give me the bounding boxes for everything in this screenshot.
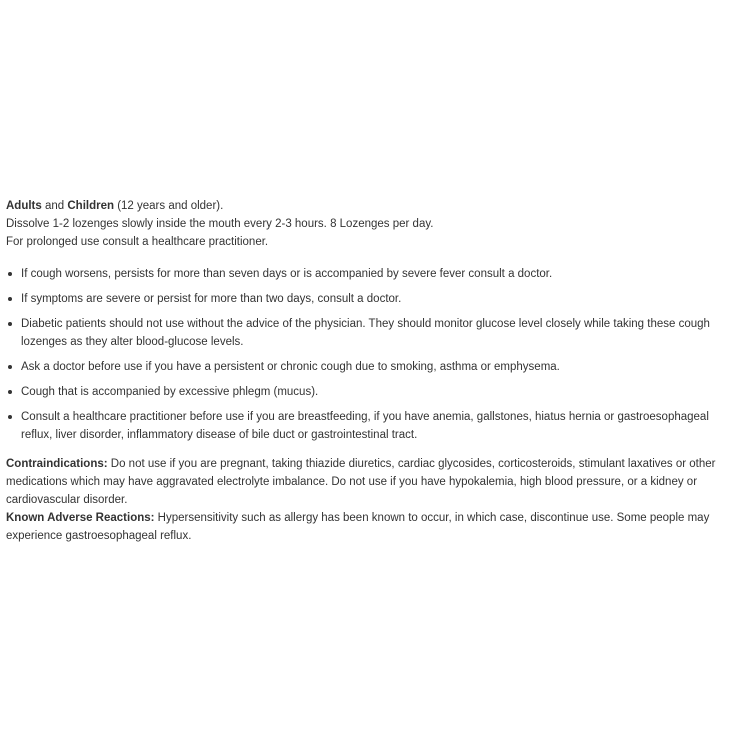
warning-text: If cough worsens, persists for more than seven days or is accompanied by severe fever consult a doctor. [21, 268, 553, 280]
warning-text: Consult a healthcare practitioner before use if you are breastfeeding, if you have anemia, gallstones, hiatus hernia or gastroesophageal reflux, liver disorder, inflammatory disease of bile duct or gastrointestinal tract. [21, 411, 709, 441]
prolonged-use-note: For prolonged use consult a healthcare practitioner. [6, 236, 269, 248]
list-item [6, 315, 742, 351]
dosage-instructions: Dissolve 1-2 lozenges slowly inside the mouth every 2-3 hours. 8 Lozenges per day. [6, 218, 434, 230]
contraindications-text: Do not use if you are pregnant, taking thiazide diuretics, cardiac glycosides, corticosteroids, stimulant laxatives or other medications which may have aggravated electrolyte imbalance. Do not use if you have hypokalemia, high blood pressure, or a kidney or cardiovascular disorder. [6, 458, 716, 506]
list-item [6, 290, 742, 308]
bullet-icon [8, 365, 12, 369]
and-text: and [41, 200, 68, 212]
contraindications-section [6, 455, 742, 509]
adverse-reactions-label: Known Adverse Reactions: [6, 512, 155, 524]
warning-text: Ask a doctor before use if you have a persistent or chronic cough due to smoking, asthma or emphysema. [21, 361, 560, 373]
list-item [6, 408, 742, 444]
contraindications-label: Contraindications: [6, 458, 108, 470]
warning-text: If symptoms are severe or persist for more than two days, consult a doctor. [21, 293, 402, 305]
adverse-reactions-text: Hypersensitivity such as allergy has been known to occur, in which case, discontinue use. Some people may experience gastroesophageal reflux. [6, 512, 710, 542]
age-note: (12 years and older). [114, 200, 224, 212]
adults-label: Adults [6, 200, 42, 212]
list-item [6, 383, 742, 401]
warning-text: Diabetic patients should not use without the advice of the physician. They should monitor glucose level closely while taking these cough lozenges as they alter blood-glucose levels. [21, 318, 710, 348]
adverse-reactions-section [6, 509, 742, 545]
warning-text: Cough that is accompanied by excessive phlegm (mucus). [21, 386, 319, 398]
list-item [6, 358, 742, 376]
children-label: Children [67, 200, 114, 212]
warnings-list [6, 265, 742, 444]
bullet-icon [8, 272, 12, 276]
bullet-icon [8, 390, 12, 394]
dosage-section [6, 197, 742, 251]
dosage-audience-line [6, 197, 742, 215]
product-info-document [6, 197, 742, 545]
bullet-icon [8, 297, 12, 301]
bullet-icon [8, 322, 12, 326]
list-item [6, 265, 742, 283]
bullet-icon [8, 415, 12, 419]
